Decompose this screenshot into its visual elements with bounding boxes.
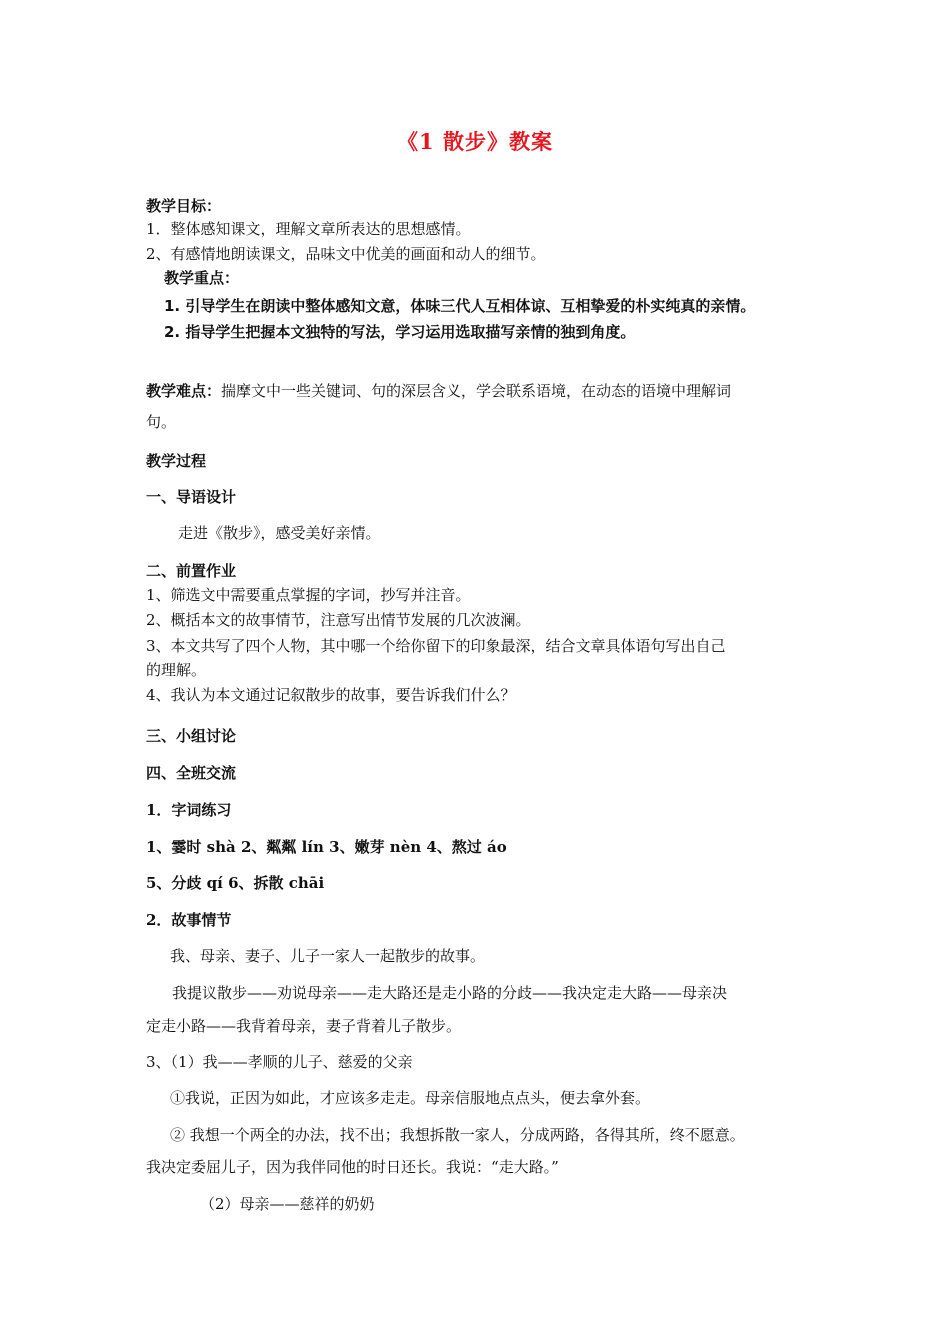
key-points-heading: 教学重点： — [164, 269, 240, 287]
plot-text-1: 我、母亲、妻子、儿子一家人一起散步的故事。 — [170, 947, 486, 965]
key-point-item-1: 1. 引导学生在朗读中整体感知文意，体味三代人互相体谅、互相挚爱的朴实纯真的亲情。 — [164, 297, 756, 315]
section-1-text: 走进《散步》，感受美好亲情。 — [178, 524, 381, 542]
difficulty-heading: 教学难点： — [146, 382, 222, 400]
section-1-heading: 一、导语设计 — [146, 488, 237, 506]
goal-item-2: 2、有感情地朗读课文，品味文中优美的画面和动人的细节。 — [146, 245, 546, 263]
section-4-heading: 四、全班交流 — [146, 764, 237, 782]
plot-heading: 2．故事情节 — [146, 911, 232, 929]
plot-text-2-line-1: 我提议散步——劝说母亲——走大路还是走小路的分歧——我决定走大路——母亲决 — [172, 984, 728, 1002]
characters-heading: 3、（1）我——孝顺的儿子、慈爱的父亲 — [146, 1053, 413, 1071]
difficulty-text-1: 揣摩文中一些关键词、句的深层含义，学会联系语境，在动态的语境中理解词 — [221, 382, 732, 400]
words-line-1: 1、霎时 shà 2、粼粼 lín 3、嫩芽 nèn 4、熬过 áo — [146, 838, 507, 856]
character-quote-2-line-1: ② 我想一个两全的办法，找不出；我想拆散一家人，分成两路，各得其所，终不愿意。 — [170, 1126, 745, 1144]
plot-text-2-line-2: 定走小路——我背着母亲，妻子背着儿子散步。 — [146, 1017, 462, 1035]
goals-heading: 教学目标： — [146, 197, 222, 215]
document-title: 《1 散步》教案 — [397, 129, 553, 154]
assignment-item: 3、本文共写了四个人物，其中哪一个给你留下的印象最深，结合文章具体语句写出自己 — [146, 637, 726, 655]
goal-item-1: 1．整体感知课文，理解文章所表达的思想感情。 — [146, 220, 471, 238]
words-line-2: 5、分歧 qí 6、拆散 chāi — [146, 874, 325, 892]
character-subheading-2: （2）母亲——慈祥的奶奶 — [200, 1195, 375, 1213]
section-2-heading: 二、前置作业 — [146, 562, 237, 580]
character-quote-1: ①我说，正因为如此，才应该多走走。母亲信服地点点头，便去拿外套。 — [170, 1089, 651, 1107]
assignment-item: 1、筛选文中需要重点掌握的字词，抄写并注音。 — [146, 586, 471, 604]
character-quote-2-line-2: 我决定委屈儿子，因为我伴同他的时日还长。我说：“走大路。” — [146, 1158, 559, 1176]
difficulty-line-2: 句。 — [146, 413, 177, 431]
assignment-item: 2、概括本文的故事情节，注意写出情节发展的几次波澜。 — [146, 611, 531, 629]
difficulty-line-1 — [146, 381, 731, 401]
process-heading: 教学过程 — [146, 452, 207, 470]
assignment-item: 4、我认为本文通过记叙散步的故事，要告诉我们什么？ — [146, 686, 516, 704]
section-3-heading: 三、小组讨论 — [146, 727, 237, 745]
key-point-item-2: 2. 指导学生把握本文独特的写法，学习运用选取描写亲情的独到角度。 — [164, 323, 636, 341]
assignment-item: 的理解。 — [146, 661, 207, 679]
words-heading: 1．字词练习 — [146, 801, 232, 819]
